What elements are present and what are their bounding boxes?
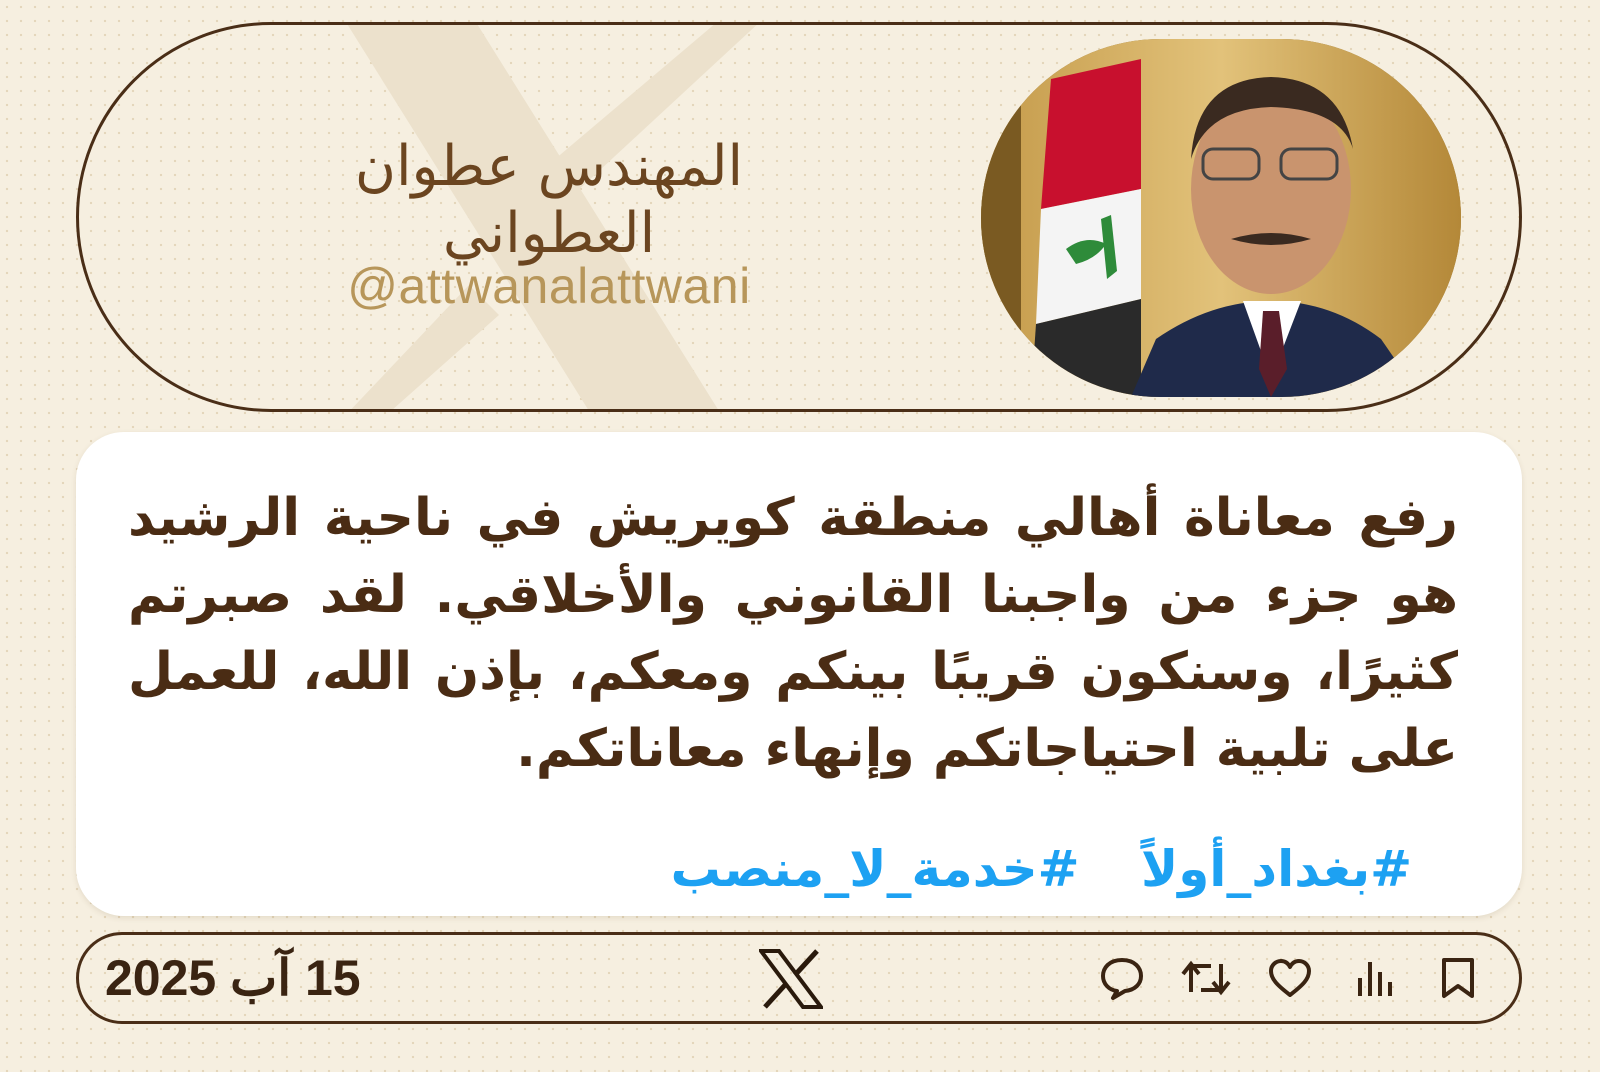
reply-icon[interactable] xyxy=(1097,953,1147,1003)
bookmark-icon[interactable] xyxy=(1433,953,1483,1003)
post-date: 15 آب 2025 xyxy=(105,950,361,1006)
hashtag-baghdad-first[interactable]: #بغداد_أولاً xyxy=(1140,840,1412,898)
like-icon[interactable] xyxy=(1265,953,1315,1003)
hashtags xyxy=(627,840,1412,898)
profile-portrait xyxy=(981,39,1461,397)
header-card xyxy=(76,22,1522,412)
retweet-icon[interactable] xyxy=(1181,953,1231,1003)
profile-handle[interactable]: @attwanalattwani xyxy=(347,258,751,314)
footer-bar xyxy=(76,932,1522,1024)
tweet-text: رفع معاناة أهالي منطقة كويريش في ناحية الرشيد هو جزء من واجبنا القانوني والأخلاقي. لقد صبرتم كثيرًا، وسنكون قريبًا بينكم ومعكم، بإذن الله، للعمل على تلبية احتياجاتكم وإنهاء معاناتكم. xyxy=(128,488,1458,779)
tweet-card xyxy=(76,432,1522,916)
name-calligraphy-logo: المهندس عطوان العطواني xyxy=(354,134,744,267)
hashtag-service-not-position[interactable]: #خدمة_لا_منصب xyxy=(670,840,1080,898)
tweet-actions xyxy=(1097,953,1483,1003)
x-logo-icon[interactable] xyxy=(759,949,823,1009)
views-icon[interactable] xyxy=(1349,953,1399,1003)
